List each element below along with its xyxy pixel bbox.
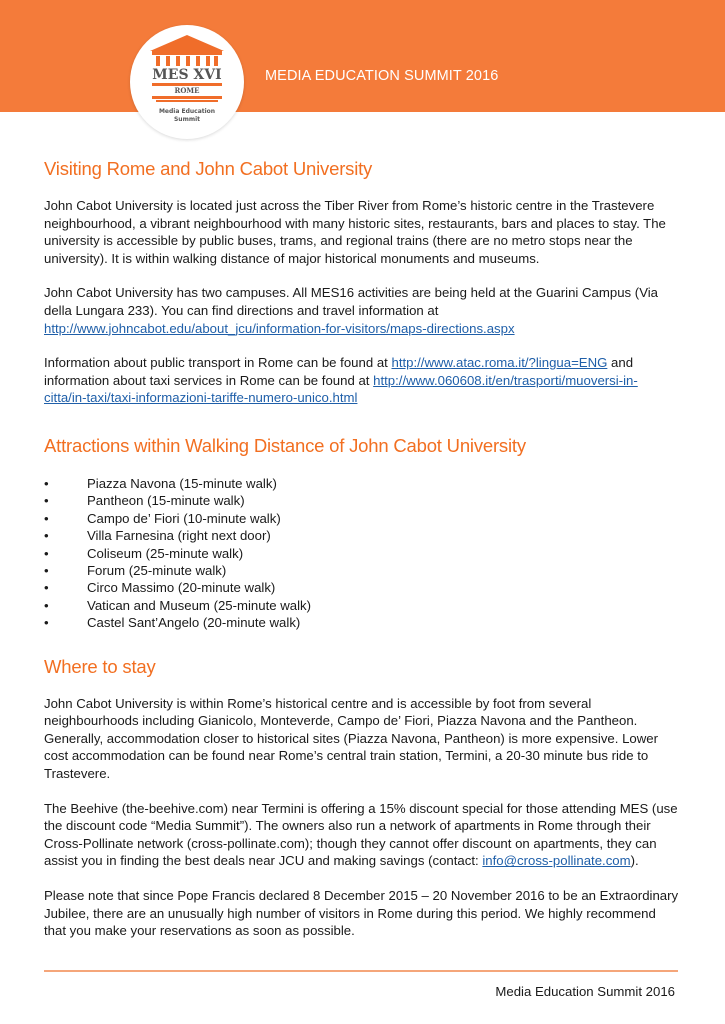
- list-item-label: Piazza Navona (15-minute walk): [87, 475, 277, 491]
- contact-email-link[interactable]: info@cross-pollinate.com: [482, 853, 631, 869]
- taxi-text: and information about taxi services in Rome can be found at: [44, 355, 634, 388]
- transport-text: Information about public transport in Rome can be found at: [44, 355, 392, 371]
- bullet: •: [44, 580, 49, 596]
- svg-text:Media Education: Media Education: [158, 108, 216, 115]
- svg-text:Summit: Summit: [173, 116, 201, 123]
- list-item: [44, 597, 680, 614]
- header-title: MEDIA EDUCATION SUMMIT 2016: [265, 68, 499, 84]
- list-item: [44, 562, 680, 579]
- section-heading-attractions: Attractions within Walking Distance of John Cabot University: [44, 434, 526, 456]
- page-content: [44, 158, 680, 940]
- section-heading-stay: Where to stay: [44, 655, 156, 677]
- beehive-text-end: ).: [630, 853, 639, 869]
- attractions-list: [44, 475, 680, 632]
- list-item-label: Villa Farnesina (right next door): [87, 528, 271, 544]
- list-item: [44, 510, 680, 527]
- section-heading-visiting: Visiting Rome and John Cabot University: [44, 158, 373, 179]
- list-item-label: Castel Sant’Angelo (20-minute walk): [87, 615, 301, 631]
- list-item-label: Circo Massimo (20-minute walk): [87, 580, 276, 596]
- bullet: •: [44, 562, 49, 578]
- stay-paragraph-2: [44, 800, 680, 870]
- footer-text: Media Education Summit 2016: [495, 984, 675, 999]
- bullet: •: [44, 615, 49, 631]
- header-band: [0, 0, 725, 112]
- list-item: [44, 579, 680, 596]
- bullet: •: [44, 475, 49, 491]
- bullet: •: [44, 528, 49, 544]
- transport-link[interactable]: http://www.atac.roma.it/?lingua=ENG: [391, 355, 608, 371]
- list-item-label: Forum (25-minute walk): [87, 562, 227, 578]
- stay-paragraph-1: John Cabot University is within Rome’s historical centre and is accessible by foot from several neighbourhoods including Gianicolo, Monteverde, Campo de’ Fiori, Piazza Navona and the Pantheon. Generally, accommodation closer to historical sites (Piazza Navona, Pantheon) is more expensive. Lower cost accommodation can be found near Rome’s central train station, Termini, a 20-30 minute bus ride to Trastevere.: [44, 695, 658, 781]
- summit-logo: [130, 25, 244, 139]
- visiting-paragraph-3: [44, 354, 680, 407]
- visiting-paragraph-2-text: John Cabot University has two campuses. All MES16 activities are being held at the Guarini Campus (Via della Lungara 233). You can find directions and travel information at: [44, 285, 659, 318]
- list-item: [44, 527, 680, 544]
- taxi-link[interactable]: http://www.060608.it/en/trasporti/muoversi-in-citta/in-taxi/taxi-informazioni-tariffe-numero-unico.html: [44, 372, 638, 406]
- stay-paragraph-3: Please note that since Pope Francis declared 8 December 2015 – 20 November 2016 to be an Extraordinary Jubilee, there are an unusually high number of visitors in Rome during this period. We highly recommend that you make your reservations as soon as possible.: [44, 887, 679, 939]
- visiting-paragraph-2: [44, 284, 680, 337]
- bullet: •: [44, 545, 49, 561]
- bullet: •: [44, 597, 49, 613]
- svg-text:ROME: ROME: [174, 86, 200, 95]
- bullet: •: [44, 510, 49, 526]
- list-item: [44, 545, 680, 562]
- list-item-label: Coliseum (25-minute walk): [87, 545, 244, 561]
- beehive-text: The Beehive (the-beehive.com) near Termini is offering a 15% discount special for those attending MES (use the discount code “Media Summit”). The owners also run a network of apartments in Rome through their Cross-Pollinate network (cross-pollinate.com); though they cannot offer discount on apartments, they can assist you in finding the best deals near JCU and making savings (contact:: [44, 800, 678, 869]
- footer-divider: [44, 970, 678, 972]
- list-item-label: Vatican and Museum (25-minute walk): [87, 597, 312, 613]
- bullet: •: [44, 493, 49, 509]
- svg-text:MES XVI: MES XVI: [152, 67, 222, 83]
- list-item-label: Pantheon (15-minute walk): [87, 493, 245, 509]
- list-item: [44, 614, 680, 631]
- list-item-label: Campo de’ Fiori (10-minute walk): [87, 510, 281, 526]
- logo-graphic: [130, 25, 244, 139]
- list-item: [44, 492, 680, 509]
- visiting-paragraph-1: John Cabot University is located just across the Tiber River from Rome’s historic centre in the Trastevere neighbourhood, a vibrant neighbourhood with many historic sites, restaurants, bars and places to stay. The university is accessible by public buses, trams, and regional trains (there are no metro stops near the university). It is within walking distance of major historical monuments and museums.: [44, 198, 666, 266]
- list-item: [44, 475, 680, 492]
- directions-link[interactable]: http://www.johncabot.edu/about_jcu/information-for-visitors/maps-directions.aspx: [44, 320, 515, 336]
